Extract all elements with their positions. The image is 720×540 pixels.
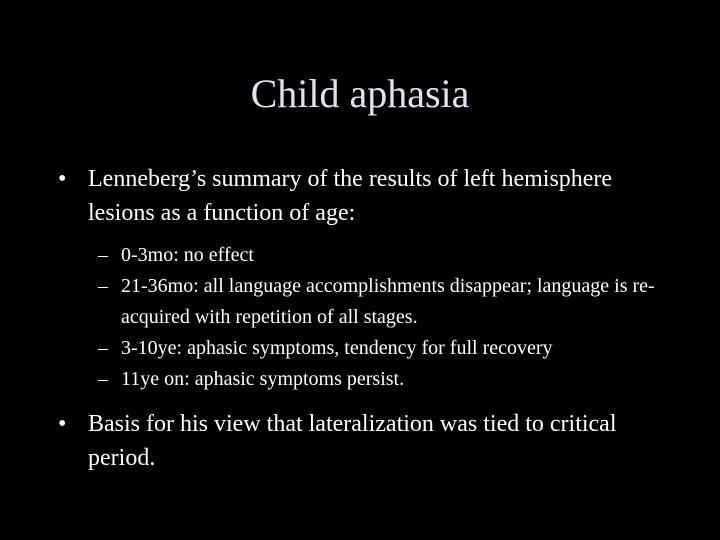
sub-bullet-item [98,240,658,271]
sub-bullet-item [98,271,658,333]
dash-icon: – [98,275,108,297]
sub-bullet-text: 0-3mo: no effect [121,244,254,266]
sub-bullet-text: 21-36mo: all language accomplishments disappear; language is re-acquired with repetition of all stages. [121,275,655,328]
bullet-icon: • [58,411,67,437]
bullet-text: Basis for his view that lateralization was tied to critical period. [88,411,617,471]
bullet-item [58,407,658,475]
slide-title: Child aphasia [250,71,470,116]
slide-body [58,162,658,475]
sub-bullet-item [98,333,658,364]
dash-icon: – [98,368,108,390]
sub-bullet-item [98,364,658,395]
sub-bullet-text: 11ye on: aphasic symptoms persist. [121,368,405,390]
bullet-text: Lenneberg’s summary of the results of left hemisphere lesions as a function of age: [88,166,613,226]
dash-icon: – [98,244,108,266]
dash-icon: – [98,337,108,359]
sub-bullet-text: 3-10ye: aphasic symptoms, tendency for full recovery [121,337,553,359]
bullet-icon: • [58,166,67,192]
bullet-item [58,162,658,230]
sub-bullet-list [98,240,658,395]
